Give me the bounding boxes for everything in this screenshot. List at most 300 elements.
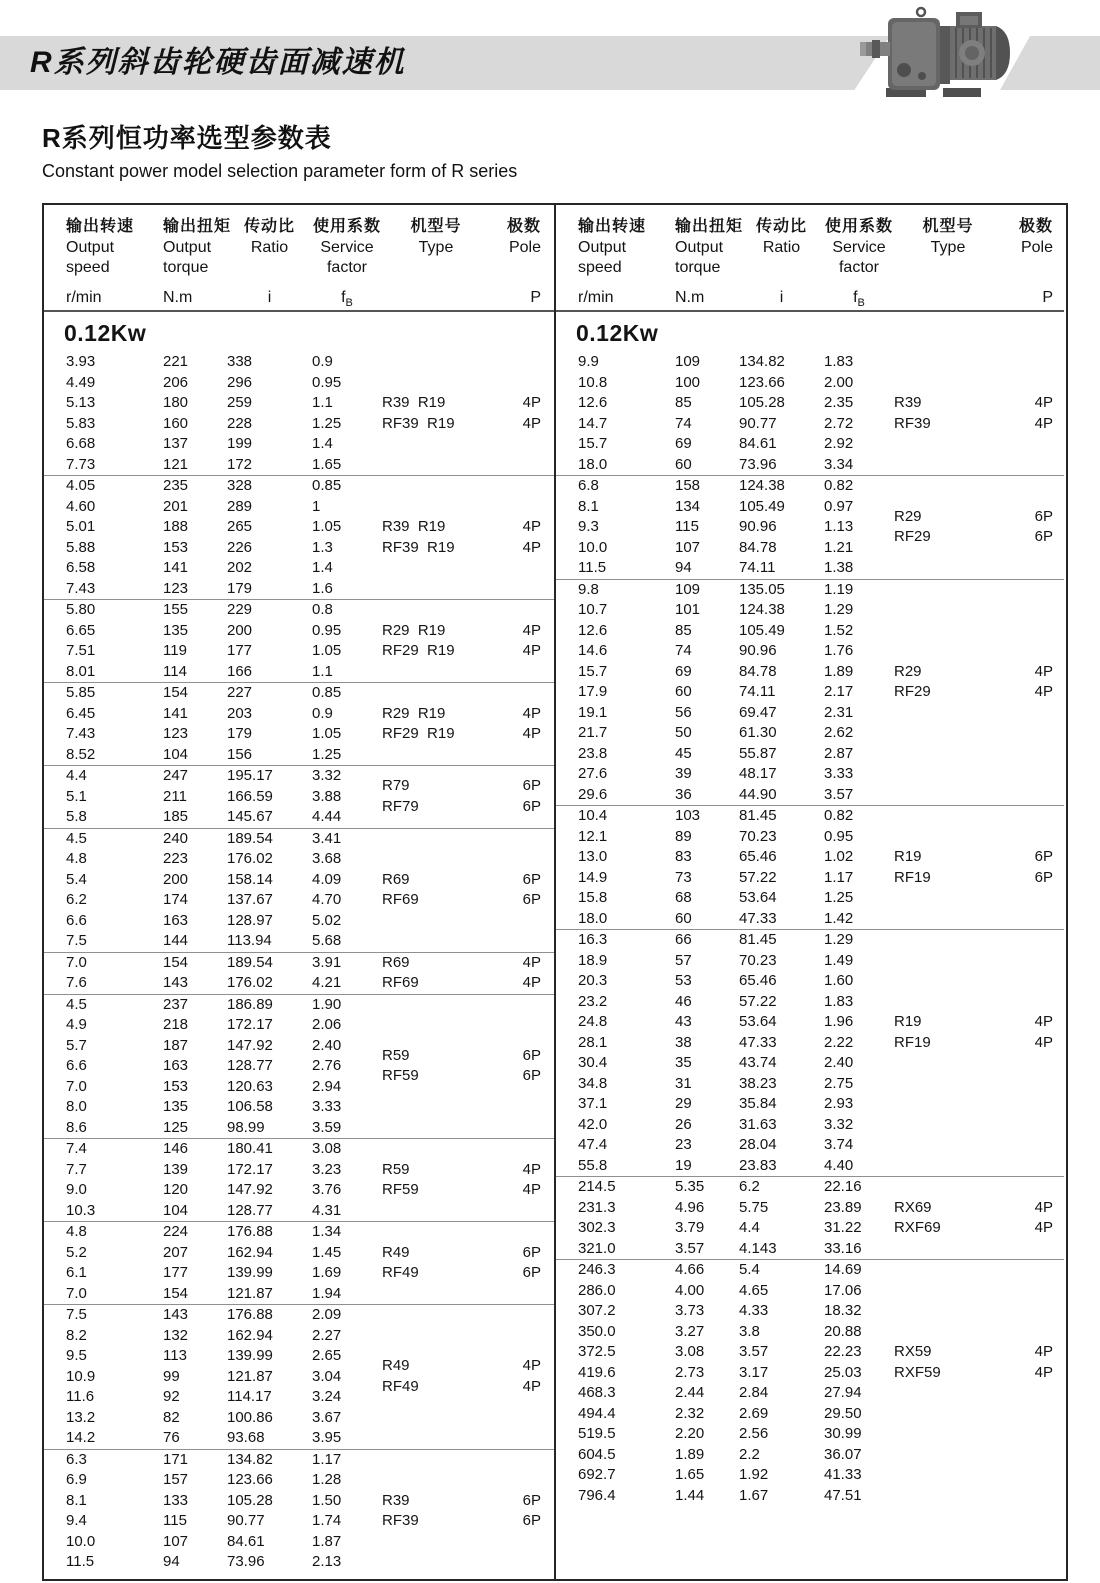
output-torque-cell: 50 [675,724,692,741]
service-factor-cell: 14.69 [824,1261,862,1278]
type-cell [894,662,1002,703]
ratio-cell: 2.84 [739,1384,769,1401]
ratio-cell: 90.96 [739,642,777,659]
output-speed-cell: 286.0 [578,1281,616,1299]
data-block [44,994,554,1139]
column-header-unit [894,286,1002,310]
service-factor-cell: 0.95 [824,827,854,845]
output-torque-cell: 3.79 [675,1219,705,1236]
output-torque-cell: 85 [675,394,692,411]
ratio-cell: 176.88 [227,1223,273,1240]
output-torque-cell: 154 [163,1284,189,1302]
service-factor-cell: 0.9 [312,353,333,370]
pole-cell [490,1160,554,1201]
data-block [556,475,1064,579]
output-torque-cell: 66 [675,931,692,948]
pole-cell [490,704,554,745]
service-factor-cell: 2.87 [824,744,854,762]
output-torque-cell: 73 [675,868,692,886]
service-factor-cell: 3.33 [824,765,854,782]
data-block [44,828,554,952]
output-speed-cell: 11.5 [578,559,607,576]
service-factor-cell: 1.25 [312,745,342,763]
column-header-zh: 使用系数 [312,218,381,235]
output-speed-cell: 5.83 [66,414,96,432]
pole-label: 4P [522,414,541,432]
service-factor-cell: 2.93 [824,1095,854,1112]
service-factor-cell: 2.76 [312,1057,342,1074]
output-speed-cell: 5.85 [66,684,96,701]
service-factor-cell: 3.41 [312,829,342,847]
pole-label: 4P [522,1357,541,1375]
column-header-zh: 传动比 [243,218,295,235]
output-speed-cell: 4.4 [66,767,87,784]
output-speed-cell: 47.4 [578,1136,608,1153]
output-torque-cell: 60 [675,455,692,473]
pole-cell [1002,1198,1066,1239]
pole-label: 4P [522,1181,541,1198]
pole-cell [1002,847,1066,888]
section-intro [42,118,1100,182]
ratio-cell: 179 [227,725,253,742]
ratio-cell: 134.82 [739,353,785,370]
output-speed-cell: 9.0 [66,1181,87,1198]
output-speed-cell: 7.7 [66,1160,87,1178]
column-header-zh: 输出转速 [578,218,647,235]
service-factor-cell: 2.72 [824,414,854,432]
output-torque-cell: 133 [163,1491,189,1509]
output-torque-cell: 38 [675,1033,692,1051]
output-torque-cell: 206 [163,373,189,391]
type-label: RF59 [382,1067,419,1085]
data-block [556,929,1064,1176]
output-torque-cell: 171 [163,1450,189,1468]
service-factor-cell: 1.96 [824,1013,854,1030]
service-factor-cell: 1.1 [312,662,333,680]
output-torque-cell: 160 [163,414,189,432]
output-speed-cell: 5.2 [66,1243,87,1261]
pole-cell [1002,507,1066,548]
output-torque-cell: 237 [163,995,189,1013]
output-speed-cell: 604.5 [578,1445,616,1463]
service-factor-cell: 3.95 [312,1429,342,1446]
service-factor-cell: 0.85 [312,477,342,494]
ratio-cell: 81.45 [739,931,777,948]
column-header-unit: P [530,289,541,306]
pole-label: 4P [1034,1343,1053,1360]
data-block [44,1449,554,1573]
output-torque-cell: 23 [675,1136,692,1153]
output-speed-cell: 8.6 [66,1118,87,1136]
column-header-en: Type [418,239,454,256]
output-speed-cell: 16.3 [578,931,608,948]
output-torque-cell: 4.66 [675,1261,705,1278]
ratio-cell: 172 [227,455,253,473]
ratio-cell: 105.28 [739,394,785,411]
service-factor-cell: 1.87 [312,1532,342,1550]
output-torque-cell: 1.44 [675,1486,705,1504]
service-factor-cell: 3.32 [312,767,342,784]
ratio-cell: 6.2 [739,1178,760,1195]
output-torque-cell: 123 [163,725,189,742]
ratio-cell: 162.94 [227,1243,273,1261]
pole-label: 6P [1034,528,1053,546]
ratio-cell: 158.14 [227,870,273,888]
output-speed-cell: 14.2 [66,1429,96,1446]
output-torque-cell: 153 [163,538,189,556]
type-cell [382,1160,490,1201]
output-torque-cell: 143 [163,1306,189,1323]
type-cell [382,393,490,434]
output-speed-cell: 21.7 [578,724,608,741]
service-factor-cell: 1.19 [824,580,854,598]
ratio-cell: 105.49 [739,621,785,639]
ratio-cell: 166 [227,662,253,680]
service-factor-cell: 0.95 [312,621,342,639]
column-header [824,215,894,310]
column-header-zh: 机型号 [410,218,462,235]
output-speed-cell: 4.05 [66,477,96,494]
output-torque-cell: 74 [675,414,692,432]
type-label: R69 [382,870,410,888]
type-label: RF39 [382,1512,419,1529]
output-torque-cell: 115 [163,1512,187,1529]
output-speed-cell: 246.3 [578,1261,616,1278]
pole-label: 4P [522,953,541,971]
pole-cell [490,621,554,662]
service-factor-cell: 3.24 [312,1388,342,1405]
ratio-cell: 47.33 [739,909,777,927]
service-factor-cell: 5.02 [312,911,342,929]
output-torque-cell: 163 [163,911,189,929]
column-header-zh: 输出扭矩 [163,218,232,235]
output-speed-cell: 9.4 [66,1512,87,1529]
output-speed-cell: 10.7 [578,601,608,618]
data-block [44,352,554,475]
output-torque-cell: 1.89 [675,1445,705,1463]
service-factor-cell: 2.09 [312,1306,342,1323]
ratio-cell: 134.82 [227,1450,273,1468]
output-torque-cell: 35 [675,1054,692,1071]
service-factor-cell: 3.59 [312,1118,342,1136]
type-label: R29 R19 [382,621,446,639]
ratio-cell: 84.61 [227,1532,265,1550]
pole-label: 6P [522,777,541,795]
ratio-cell: 31.63 [739,1115,777,1133]
pole-label: 4P [1034,662,1053,680]
output-torque-cell: 139 [163,1160,189,1178]
output-speed-cell: 231.3 [578,1198,616,1216]
type-cell [894,393,1002,434]
output-torque-cell: 177 [163,1264,189,1281]
service-factor-cell: 0.82 [824,477,854,494]
output-torque-cell: 60 [675,683,692,700]
column-header-unit: i [267,289,272,306]
output-torque-cell: 74 [675,642,692,659]
ratio-cell: 265 [227,518,253,535]
service-factor-cell: 3.91 [312,953,342,971]
service-factor-cell: 1.50 [312,1491,342,1509]
output-speed-cell: 11.6 [66,1388,95,1405]
output-speed-cell: 8.0 [66,1098,87,1115]
service-factor-cell: 0.97 [824,497,854,515]
output-speed-cell: 15.7 [578,435,608,452]
output-speed-cell: 18.9 [578,951,608,969]
output-torque-cell: 211 [163,787,187,805]
column-header [163,215,232,310]
output-speed-cell: 372.5 [578,1343,616,1360]
output-speed-cell: 494.4 [578,1404,616,1422]
output-torque-cell: 223 [163,850,189,867]
output-torque-cell: 26 [675,1115,692,1133]
type-label: R79 [382,777,410,795]
column-header-unit: N.m [163,289,193,306]
output-speed-cell: 6.1 [66,1264,87,1281]
pole-cell [1002,393,1066,434]
output-torque-cell: 123 [163,579,189,597]
service-factor-cell: 4.09 [312,870,342,888]
output-speed-cell: 5.01 [66,518,96,535]
output-speed-cell: 7.51 [66,642,96,659]
pole-label: 6P [522,1491,541,1509]
output-speed-cell: 796.4 [578,1486,616,1504]
service-factor-cell: 2.06 [312,1016,342,1033]
pole-label: 4P [1034,683,1053,700]
type-cell [894,847,1002,888]
service-factor-cell: 2.27 [312,1326,342,1344]
column-header-en: Pole [508,239,541,256]
output-speed-cell: 5.8 [66,808,87,825]
output-torque-cell: 135 [163,621,189,639]
output-speed-cell: 37.1 [578,1095,608,1112]
output-torque-cell: 146 [163,1140,189,1157]
service-factor-cell: 17.06 [824,1281,862,1299]
column-header-en: torque [163,259,209,276]
output-torque-cell: 29 [675,1095,692,1112]
data-block [44,1138,554,1221]
service-factor-cell: 33.16 [824,1239,862,1257]
ratio-cell: 4.143 [739,1239,777,1257]
service-factor-cell: 1.94 [312,1284,342,1302]
output-torque-cell: 114 [163,662,187,680]
ratio-cell: 43.74 [739,1054,777,1071]
output-speed-cell: 18.0 [578,909,608,927]
ratio-cell: 3.8 [739,1322,760,1340]
output-torque-cell: 155 [163,601,189,618]
column-header [312,215,382,310]
service-factor-cell: 1.83 [824,992,854,1010]
service-factor-cell: 1.69 [312,1264,342,1281]
ratio-cell: 84.61 [739,435,777,452]
page-title-en: Constant power model selection parameter form of R series [42,161,518,181]
type-label: RF49 [382,1264,419,1281]
service-factor-cell: 1.3 [312,538,333,556]
type-label: R29 R19 [382,704,446,722]
output-speed-cell: 13.0 [578,848,608,865]
type-label: RF49 [382,1377,419,1395]
service-factor-cell: 1.4 [312,435,333,452]
output-torque-cell: 107 [675,538,701,556]
type-label: R59 [382,1046,410,1064]
service-factor-cell: 4.40 [824,1156,854,1174]
ratio-cell: 74.11 [739,559,776,576]
service-factor-cell: 27.94 [824,1384,862,1401]
output-torque-cell: 85 [675,621,692,639]
output-speed-cell: 7.73 [66,455,96,473]
output-torque-cell: 100 [675,373,701,391]
ratio-cell: 1.92 [739,1466,769,1483]
service-factor-cell: 2.75 [824,1074,854,1092]
ratio-cell: 228 [227,414,253,432]
ratio-cell: 176.02 [227,850,273,867]
column-header-unit [382,286,490,310]
ratio-cell: 189.54 [227,829,273,847]
pole-label: 6P [522,870,541,888]
pole-label: 6P [1034,848,1053,865]
output-speed-cell: 24.8 [578,1013,608,1030]
pole-cell [490,1491,554,1532]
output-torque-cell: 187 [163,1036,189,1054]
column-header-en: Output [578,239,627,256]
type-label: RF69 [382,891,419,908]
service-factor-cell: 1.52 [824,621,854,639]
output-torque-cell: 121 [163,455,189,473]
column-header [1002,215,1066,310]
service-factor-cell: 29.50 [824,1404,862,1422]
data-block [44,765,554,828]
service-factor-cell: 1.65 [312,455,342,473]
column-header-zh: 极数 [506,218,541,235]
output-speed-cell: 4.8 [66,1223,87,1240]
output-torque-cell: 247 [163,767,189,784]
ratio-cell: 203 [227,704,253,722]
type-label: R49 [382,1243,410,1261]
service-factor-cell: 2.94 [312,1077,342,1095]
type-label: RF79 [382,797,419,815]
type-cell [382,621,490,662]
output-torque-cell: 107 [163,1532,189,1550]
service-factor-cell: 2.62 [824,724,854,741]
service-factor-cell: 23.89 [824,1198,862,1216]
service-factor-cell: 22.16 [824,1178,862,1195]
column-header-unit: $f_B$ [341,289,353,310]
column-header [490,215,554,310]
output-torque-cell: 69 [675,662,692,680]
output-torque-cell: 5.35 [675,1178,705,1195]
output-torque-cell: 19 [675,1156,692,1174]
output-torque-cell: 46 [675,992,692,1010]
output-speed-cell: 6.3 [66,1450,87,1468]
ratio-cell: 121.87 [227,1284,273,1302]
output-torque-cell: 103 [675,807,701,824]
output-torque-cell: 221 [163,353,189,370]
type-label: RF39 R19 [382,414,455,432]
output-speed-cell: 5.1 [66,787,87,805]
service-factor-cell: 1.4 [312,559,333,576]
service-factor-cell: 1.34 [312,1223,342,1240]
ratio-cell: 156 [227,745,253,763]
output-torque-cell: 115 [675,518,699,535]
service-factor-cell: 1.17 [312,1450,342,1468]
ratio-cell: 124.38 [739,477,785,494]
ratio-cell: 105.28 [227,1491,273,1509]
service-factor-cell: 2.65 [312,1347,342,1364]
service-factor-cell: 1.29 [824,931,854,948]
service-factor-cell: 1.17 [824,868,854,886]
column-header [227,215,312,310]
output-speed-cell: 9.3 [578,518,599,535]
output-torque-cell: 157 [163,1471,189,1488]
pole-label: 4P [1034,414,1053,432]
output-torque-cell: 153 [163,1077,189,1095]
output-speed-cell: 12.6 [578,394,608,411]
pole-label: 4P [522,621,541,639]
ratio-cell: 289 [227,497,253,515]
data-block [556,579,1064,806]
column-header-unit: r/min [66,289,102,306]
ratio-cell: 84.78 [739,662,777,680]
pole-label: 4P [1034,1363,1053,1381]
service-factor-cell: 0.9 [312,704,333,722]
service-factor-cell: 1.45 [312,1243,342,1261]
ratio-cell: 53.64 [739,1013,777,1030]
output-speed-cell: 10.9 [66,1367,96,1385]
ratio-cell: 2.2 [739,1445,760,1463]
output-speed-cell: 12.1 [578,827,608,845]
ratio-cell: 73.96 [739,455,777,473]
service-factor-cell: 3.67 [312,1408,342,1426]
ratio-cell: 2.56 [739,1425,769,1442]
data-block [44,952,554,994]
page-title-zh: R系列恒功率选型参数表 [42,123,332,153]
service-factor-cell: 1.13 [824,518,854,535]
output-torque-cell: 83 [675,848,692,865]
output-torque-cell: 163 [163,1057,189,1074]
service-factor-cell: 1.1 [312,394,333,411]
output-torque-cell: 104 [163,1201,189,1219]
ratio-cell: 84.78 [739,538,777,556]
output-torque-cell: 56 [675,703,692,721]
output-speed-cell: 7.0 [66,1284,87,1302]
pole-label: 6P [522,797,541,815]
type-label: RX69 [894,1198,932,1216]
data-block [556,805,1064,929]
service-factor-cell: 18.32 [824,1302,862,1319]
column-header [675,215,744,310]
pole-label: 6P [522,1243,541,1261]
pole-cell [490,953,554,994]
output-torque-cell: 31 [675,1074,692,1092]
pole-label: 4P [522,642,541,659]
output-torque-cell: 94 [675,559,692,576]
service-factor-cell: 3.32 [824,1115,854,1133]
service-factor-cell: 1.83 [824,353,854,370]
service-factor-cell: 5.68 [312,932,342,949]
ratio-cell: 114.17 [227,1388,272,1405]
output-speed-cell: 10.3 [66,1201,96,1219]
output-speed-cell: 4.9 [66,1016,87,1033]
pole-label: 6P [1034,507,1053,525]
ratio-cell: 296 [227,373,253,391]
ratio-cell: 3.57 [739,1343,769,1360]
pole-label: 6P [522,1067,541,1085]
pole-cell [490,517,554,558]
column-header-en: Ratio [762,239,801,256]
type-cell [382,517,490,558]
ratio-cell: 139.99 [227,1347,273,1364]
output-torque-cell: 134 [675,497,701,515]
output-speed-cell: 9.5 [66,1347,87,1364]
